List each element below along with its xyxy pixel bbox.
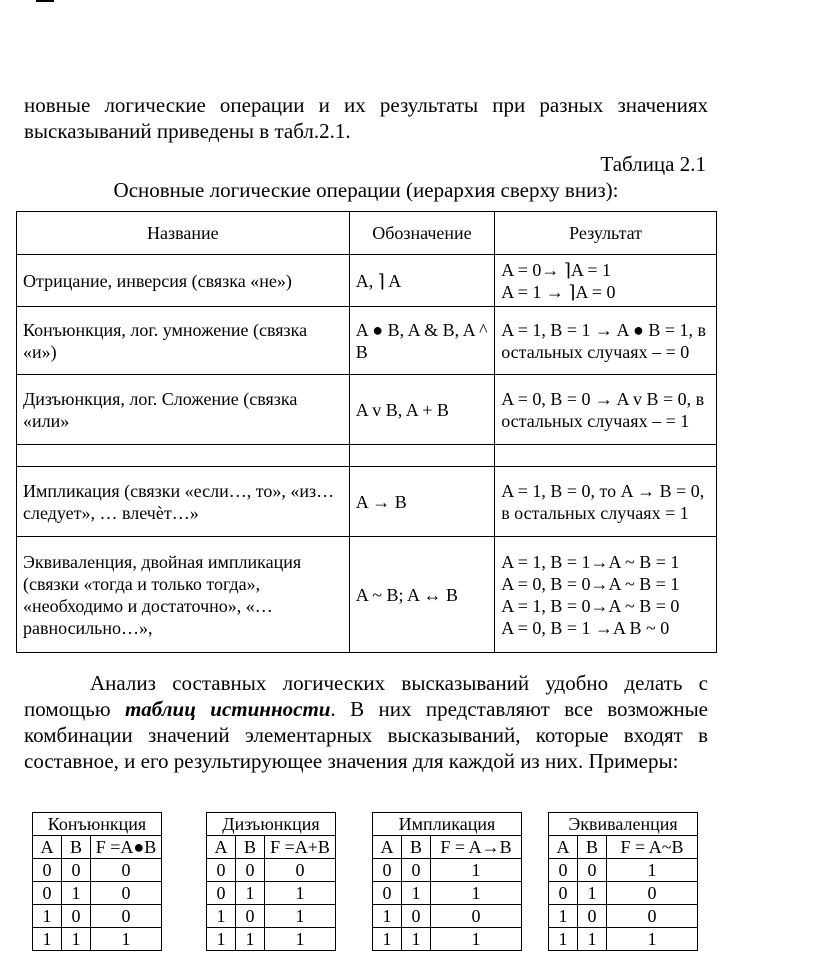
tt-cell: 1 — [607, 928, 698, 951]
tt-cell: 0 — [33, 859, 62, 882]
tt-cell: 1 — [402, 882, 431, 905]
truth-table-title: Дизъюнкция — [207, 813, 336, 836]
tt-header: F = A~B — [607, 836, 698, 859]
tt-cell: 1 — [549, 905, 578, 928]
tt-cell: 1 — [431, 859, 522, 882]
tt-cell: 1 — [207, 905, 236, 928]
tt-header: B — [402, 836, 431, 859]
tt-cell: 0 — [549, 859, 578, 882]
truth-tables-term: таблиц истинности — [124, 697, 331, 721]
row-symbol: A, ⌉ A — [349, 255, 494, 307]
tt-cell: 0 — [236, 859, 265, 882]
table-row-empty — [17, 445, 717, 467]
tt-header: F =A+B — [265, 836, 336, 859]
tt-cell: 0 — [607, 905, 698, 928]
tt-header: A — [33, 836, 62, 859]
row-result — [495, 445, 717, 467]
row-name: Импликация (связки «если…, то», «из… следует», … влечѐт…» — [17, 467, 350, 537]
tt-cell: 1 — [33, 905, 62, 928]
table-number: Таблица 2.1 — [600, 152, 706, 176]
tt-cell: 1 — [236, 882, 265, 905]
tt-cell: 1 — [373, 928, 402, 951]
result-line: A = 0, B = 1 →A B ~ 0 — [501, 617, 670, 638]
intro-paragraph: новные логические операции и их результаты при разных значениях высказываний приведены в табл.2.1. — [24, 93, 708, 143]
truth-table-implication — [372, 812, 522, 951]
truth-table-title: Импликация — [373, 813, 522, 836]
table-row — [17, 467, 717, 537]
tt-cell: 1 — [265, 928, 336, 951]
tt-cell: 0 — [62, 905, 91, 928]
tt-cell: 0 — [62, 859, 91, 882]
truth-table-title: Эквиваленция — [549, 813, 698, 836]
row-name: Эквиваленция, двойная импликация (связки «тогда и только тогда», «необходимо и достаточно», «…равносильно…», — [17, 537, 350, 653]
tt-cell: 0 — [91, 859, 162, 882]
table-row — [17, 537, 717, 653]
tt-cell: 0 — [236, 905, 265, 928]
tt-cell: 1 — [431, 882, 522, 905]
table-row — [17, 375, 717, 445]
para-text-after: . В них представляют все возможные комбинации значений элементарных высказываний, которые входят в составное, и его результирующее значения для каждой из них. Примеры: — [24, 697, 709, 773]
header-symbol: Обозначение — [349, 212, 494, 255]
tt-cell: 0 — [91, 905, 162, 928]
row-name: Отрицание, инверсия (связка «не») — [17, 255, 350, 307]
tt-cell: 1 — [607, 859, 698, 882]
row-symbol — [349, 445, 494, 467]
tt-cell: 1 — [431, 928, 522, 951]
header-name: Название — [17, 212, 350, 255]
tt-cell: 1 — [549, 928, 578, 951]
tt-cell: 0 — [373, 882, 402, 905]
row-symbol: A v B, A + B — [349, 375, 494, 445]
tt-cell: 0 — [373, 859, 402, 882]
tt-cell: 0 — [91, 882, 162, 905]
row-result: A = 1, B = 0, то A → B = 0, в остальных случаях = 1 — [495, 467, 717, 537]
page-top-mark — [36, 0, 54, 2]
tt-cell: 1 — [265, 905, 336, 928]
row-symbol: A ● B, A & B, A ^ B — [349, 307, 494, 375]
truth-table-disjunction — [206, 812, 336, 951]
tt-cell: 1 — [62, 928, 91, 951]
truth-table-equivalence — [548, 812, 698, 951]
header-result: Результат — [495, 212, 717, 255]
row-symbol: A → B — [349, 467, 494, 537]
tt-cell: 1 — [207, 928, 236, 951]
tt-header: B — [62, 836, 91, 859]
row-result — [495, 537, 717, 653]
para-text-before: Анализ составных логических высказываний удобно делать с помощью — [24, 671, 708, 721]
result-line: A = 0, B = 0→A ~ B = 1 — [501, 573, 680, 594]
tt-header: B — [578, 836, 607, 859]
operations-table — [16, 211, 717, 653]
table-caption: Основные логические операции (иерархия сверху вниз): — [113, 178, 619, 202]
row-name — [17, 445, 350, 467]
tt-cell: 1 — [91, 928, 162, 951]
tt-header: F = A→B — [431, 836, 522, 859]
analysis-paragraph — [24, 670, 708, 774]
row-result: A = 0, B = 0 → A v B = 0, в остальных случаях – = 1 — [495, 375, 717, 445]
tt-cell: 1 — [33, 928, 62, 951]
truth-table-title: Конъюнкция — [33, 813, 162, 836]
table-row — [17, 307, 717, 375]
table-header-row — [17, 212, 717, 255]
tt-cell: 0 — [207, 882, 236, 905]
tt-cell: 0 — [33, 882, 62, 905]
tt-cell: 0 — [402, 859, 431, 882]
tt-header: A — [207, 836, 236, 859]
tt-cell: 0 — [578, 905, 607, 928]
tt-cell: 0 — [402, 905, 431, 928]
tt-header: F =A●B — [91, 836, 162, 859]
tt-cell: 0 — [207, 859, 236, 882]
truth-table-conjunction — [32, 812, 162, 951]
tt-cell: 0 — [607, 882, 698, 905]
row-symbol: A ~ B; A ↔ B — [349, 537, 494, 653]
tt-cell: 1 — [62, 882, 91, 905]
tt-cell: 0 — [431, 905, 522, 928]
tt-cell: 1 — [373, 905, 402, 928]
tt-cell: 1 — [236, 928, 265, 951]
tt-header: A — [373, 836, 402, 859]
result-line: A = 1, B = 0→A ~ B = 0 — [501, 595, 680, 616]
table-row — [17, 255, 717, 307]
result-line: A = 1, B = 1→A ~ B = 1 — [501, 551, 680, 572]
result-line: A = 1 → ⌉A = 0 — [501, 281, 616, 302]
row-result: A = 1, B = 1 → A ● B = 1, в остальных случаях – = 0 — [495, 307, 717, 375]
row-name: Дизъюнкция, лог. Сложение (связка «или» — [17, 375, 350, 445]
row-name: Конъюнкция, лог. умножение (связка «и») — [17, 307, 350, 375]
tt-cell: 1 — [265, 882, 336, 905]
result-line: A = 0→ ⌉A = 1 — [501, 259, 612, 280]
row-result — [495, 255, 717, 307]
tt-cell: 1 — [578, 882, 607, 905]
tt-header: A — [549, 836, 578, 859]
tt-header: B — [236, 836, 265, 859]
tt-cell: 1 — [578, 928, 607, 951]
tt-cell: 0 — [578, 859, 607, 882]
tt-cell: 1 — [402, 928, 431, 951]
tt-cell: 0 — [549, 882, 578, 905]
tt-cell: 0 — [265, 859, 336, 882]
